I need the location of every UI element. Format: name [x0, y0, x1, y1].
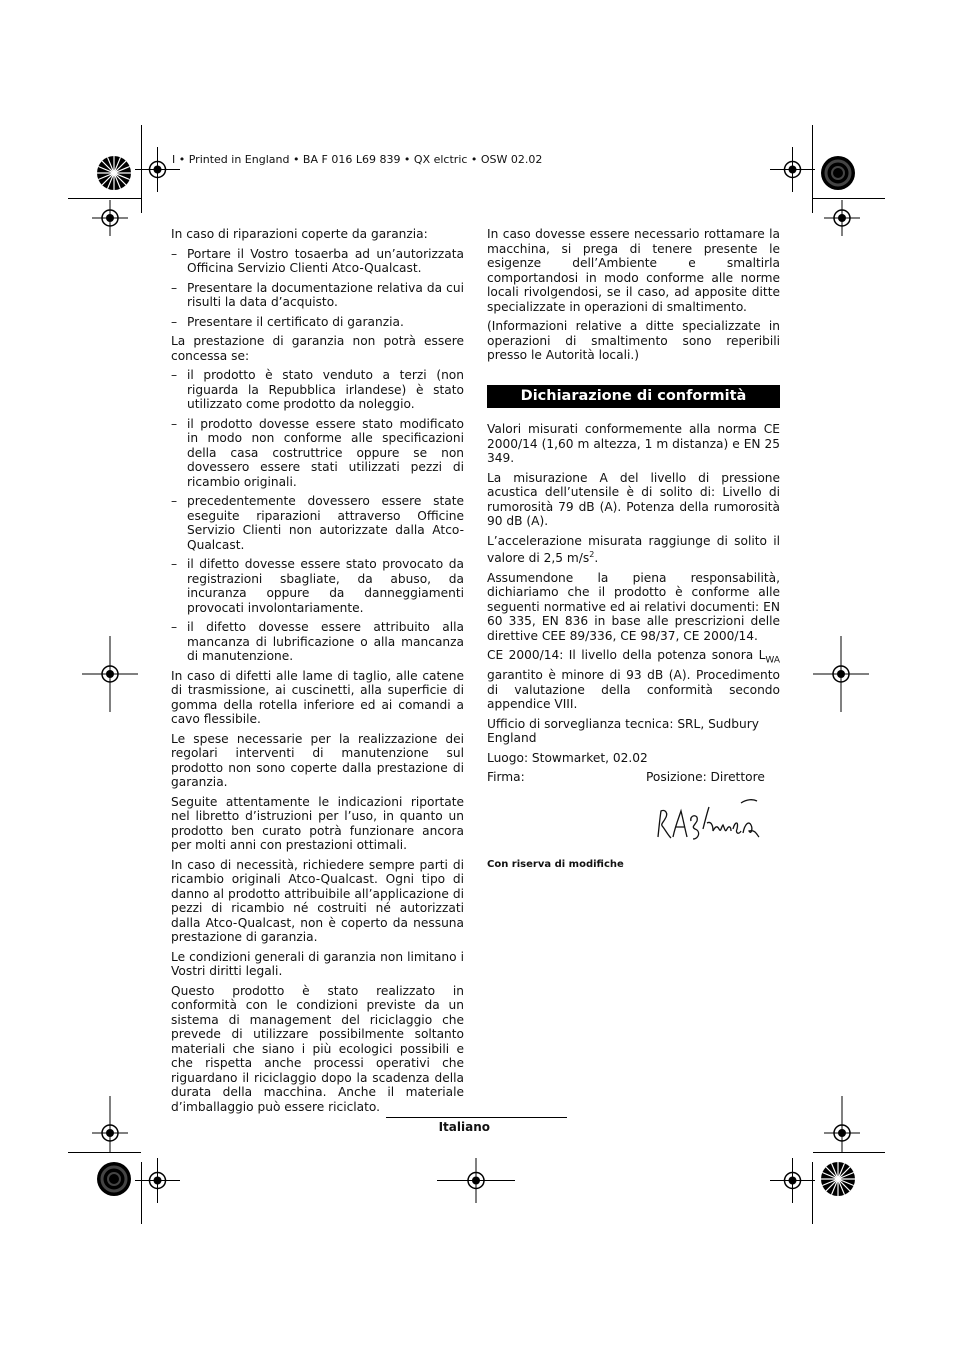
- registration-mark-icon: [824, 1096, 860, 1152]
- paragraph: In caso di difetti alle lame di taglio, alle catene di trasmissione, ai cuscinetti, alla superficie di gomma della rotella inferiore ed ai comandi a cavo flessibile.: [171, 668, 464, 726]
- paragraph: Le spese necessarie per la realizzazione dei regolari interventi di manutenzione sul prodotto non sono coperte dalla prestazione di garanzia.: [171, 731, 464, 789]
- list-item: – Portare il Vostro tosaerba ad un’autorizzata Officina Servizio Clienti Atco-Qualcast.: [171, 247, 464, 276]
- paragraph: Assumendone la piena responsabilità, dichiariamo che il prodotto è conforme alle seguenti normative ed ai relativi documenti: EN 60 335, EN 836 in base alle prescrizioni delle direttive CEE 89/336, CE 98/37, CE 2000/14.: [487, 570, 780, 643]
- paragraph-text: L’accelerazione misurata raggiunge di solito il valore di 2,5 m/s: [487, 533, 780, 566]
- subscript: WA: [765, 655, 780, 666]
- signature-label: Firma:: [487, 770, 525, 784]
- registration-mark-icon: [82, 636, 138, 712]
- repair-list: [171, 247, 464, 330]
- crop-line: [813, 198, 885, 199]
- paragraph-text: CE 2000/14: Il livello della potenza sonora L: [487, 648, 766, 663]
- star-target-icon: [820, 155, 856, 191]
- list-item: – il difetto dovesse essere attribuito alla mancanza di lubrificazione o alla mancanza di manutenzione.: [171, 620, 464, 664]
- paragraph: Luogo: Stowmarket, 02.02: [487, 750, 648, 765]
- signature-row: [487, 770, 780, 785]
- footer-rule: [386, 1117, 567, 1118]
- registration-mark-icon: [813, 636, 869, 712]
- paragraph: In caso di necessità, richiedere sempre parti di ricambio originali Atco-Qualcast. Ogni tipo di danno al prodotto attribuibile all’applicazione di pezzi di ricambio né costruiti né autorizzati dalla Atco-Qualcast, non è coperto da nessuna prestazione di garanzia.: [171, 857, 464, 944]
- paragraph: [487, 648, 780, 711]
- print-info: I • Printed in England • BA F 016 L69 839 • QX elctric • OSW 02.02: [172, 153, 543, 166]
- registration-mark-icon: [437, 1158, 515, 1203]
- page-language: Italiano: [438, 1120, 490, 1134]
- superscript: 2: [589, 550, 595, 559]
- right-column: [487, 227, 780, 873]
- registration-mark-icon: [92, 200, 128, 236]
- list-item: – il prodotto è stato venduto a terzi (non riguarda la Repubblica irlandese) è stato utilizzato come prodotto da noleggio.: [171, 368, 464, 412]
- position-label: Posizione: Direttore: [646, 770, 765, 784]
- crop-line: [813, 1152, 885, 1153]
- exclusion-list: [171, 368, 464, 664]
- list-item: – il difetto dovesse essere stato provocato da registrazioni sbagliate, da abuso, da incuranza oppure da danneggiamenti provocati involontariamente.: [171, 557, 464, 615]
- paragraph: La misurazione A del livello di pressione acustica dell’utensile è di solito di: Livello di rumorosità 79 dB (A). Potenza della rumorosità 90 dB (A).: [487, 470, 780, 528]
- registration-mark-icon: [770, 1158, 815, 1203]
- signature-image: [655, 791, 760, 853]
- paragraph: La prestazione di garanzia non potrà essere concessa se:: [171, 334, 464, 363]
- list-item: – precedentemente dovessero essere state eseguite riparazioni attraverso Officine Servizio Clienti non autorizzate dalla Atco-Qualcast.: [171, 494, 464, 552]
- list-item: – Presentare il certificato di garanzia.: [171, 315, 464, 330]
- star-target-icon: [96, 155, 132, 191]
- section-title: Dichiarazione di conformità: [487, 385, 780, 409]
- paragraph: Seguite attentamente le indicazioni riportate nel libretto d’istruzioni per l’uso, in quanto un prodotto ben curato potrà funzionare ancora per molti anni con prestazioni ottimali.: [171, 794, 464, 852]
- paragraph-text: garantito è minore di 93 dB (A). Procedimento di valutazione della conformità secondo appendice VIII.: [487, 668, 780, 711]
- registration-mark-icon: [135, 1158, 180, 1203]
- paragraph: Questo prodotto è stato realizzato in conformità con le condizioni previste da un sistema di management del riciclaggio che prevede di utilizzare possibilmente soltanto materiali che siano i più ecologici possibili e che rispetta anche processi operativi che riguardano il riciclaggio dopo la scadenza della durata della macchina. Anche il materiale d’imballaggio può essere riciclato.: [171, 983, 464, 1114]
- paragraph: In caso dovesse essere necessario rottamare la macchina, si prega di tenere presente le esigenze dell’Ambiente e smaltirla comportandosi in modo conforme alle norme locali rivolgendosi, se il caso, ad apposite ditte specializzate in operazioni di smaltimento.: [487, 227, 780, 314]
- crop-line: [68, 1152, 141, 1153]
- paragraph: Le condizioni generali di garanzia non limitano i Vostri diritti legali.: [171, 949, 464, 978]
- paragraph-end: .: [594, 551, 599, 566]
- left-column: [171, 227, 464, 1119]
- star-target-icon: [96, 1161, 132, 1197]
- paragraph: (Informazioni relative a ditte specializzate in operazioni di smaltimento sono reperibili presso le Autorità locali.): [487, 319, 780, 362]
- list-item: – il prodotto dovesse essere stato modificato in modo non conforme alle specificazioni della casa costruttrice oppure se non dovessero essere stati utilizzati pezzi di ricambio originali.: [171, 417, 464, 490]
- crop-line: [68, 198, 141, 199]
- paragraph: Valori misurati conformemente alla norma CE 2000/14 (1,60 m altezza, 1 m distanza) e EN 25 349.: [487, 422, 780, 465]
- registration-mark-icon: [824, 200, 860, 236]
- registration-mark-icon: [770, 147, 815, 192]
- paragraph: Ufficio di sorveglianza tecnica: SRL, Sudbury England: [487, 716, 759, 745]
- paragraph: In caso di riparazioni coperte da garanzia:: [171, 227, 428, 241]
- modification-note: Con riserva di modifiche: [487, 859, 624, 870]
- list-item: – Presentare la documentazione relativa da cui risulti la data d’acquisto.: [171, 281, 464, 310]
- paragraph: [487, 534, 780, 566]
- registration-mark-icon: [92, 1096, 128, 1152]
- star-target-icon: [820, 1161, 856, 1197]
